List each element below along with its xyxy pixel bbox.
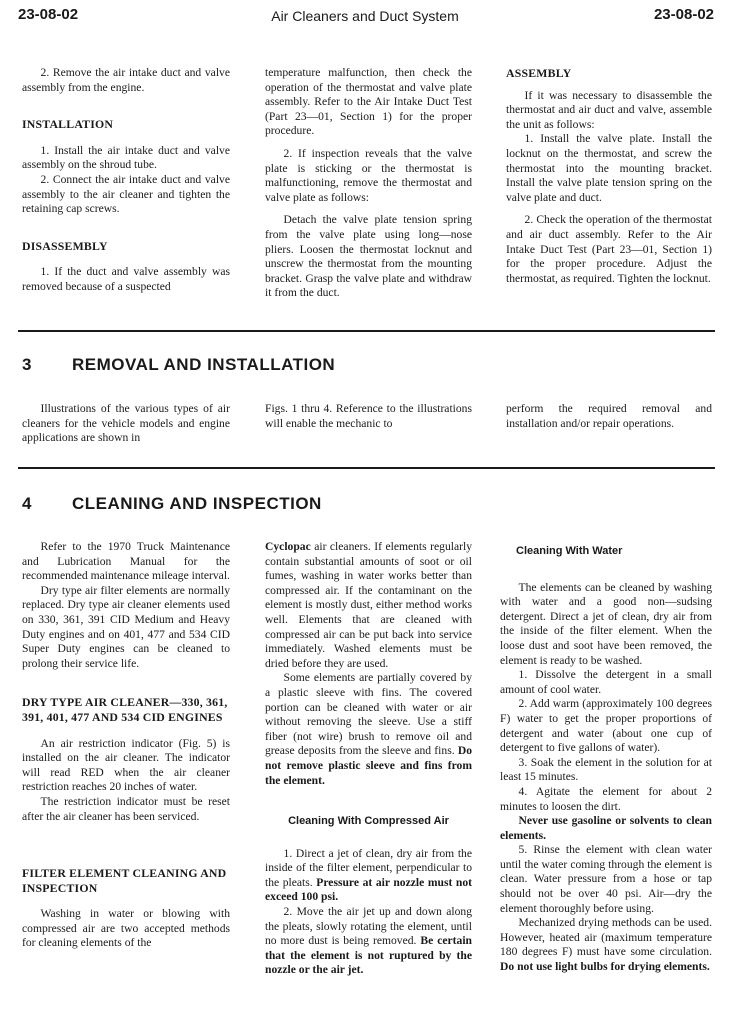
running-title: Air Cleaners and Duct System	[271, 8, 459, 24]
paragraph: 2. Check the operation of the thermostat and air duct assembly. Refer to the Air Intake Duct Test (Part 23—01, Section 1) for the proper procedure. Adjust the thermostat, as required. Tighten the locknut.	[506, 213, 712, 285]
section-number: 3	[22, 355, 32, 374]
paragraph: Detach the valve plate tension spring from the valve plate using long—nose pliers. Loosen the thermostat locknut and unscrew the thermostat from the mounting bracket. Grasp the valve plate and withdraw it from the duct.	[265, 213, 472, 300]
heading-installation: INSTALLATION	[22, 117, 114, 132]
section4-column-1	[22, 540, 230, 951]
paragraph: 1. Install the air intake duct and valve assembly on the shroud tube.	[22, 143, 230, 172]
paragraph: 5. Rinse the element with clean water until the water coming through the element is clean. Water pressure from a hose or tap should not be over 40 psi. Air—dry the element thoroughly before using.	[500, 843, 712, 915]
heading-disassembly: DISASSEMBLY	[22, 238, 108, 253]
caution-text: Never use gasoline or solvents to clean elements.	[500, 814, 712, 842]
section-title: REMOVAL AND INSTALLATION	[72, 355, 336, 374]
paragraph: 4. Agitate the element for about 2 minutes to loosen the dirt.	[500, 784, 712, 813]
paragraph: 1. Direct a jet of clean, dry air from the inside of the filter element, perpendicular to the pleats. Pressure at air nozzle must not exceed 100 psi.	[265, 846, 473, 904]
caution-text: Do not remove plastic sleeve and fins from the element.	[265, 744, 472, 787]
paragraph: Cyclopac air cleaners. If elements regularly contain substantial amounts of soot or oil fumes, washing in water works better than compressed air. If the contaminant on the element is mostly dust, either method works well. Elements that are cleaned with compressed air can be put back into service immediately. Washed elements must be dried before they are used.	[265, 540, 472, 670]
heading-compressed-air: Cleaning With Compressed Air	[288, 815, 449, 828]
paragraph: 2. Move the air jet up and down along the pleats, slowly rotating the element, until no more dust is being removed. Be certain that the element is not ruptured by the nozzle or the air jet.	[265, 905, 472, 977]
paragraph: 2. If inspection reveals that the valve plate is sticking or the thermostat is malfunctioning, remove the thermostat and valve plate as follows:	[265, 146, 472, 204]
paragraph: 2. Connect the air intake duct and valve assembly to the air cleaner and tighten the retaining cap screws.	[22, 172, 230, 216]
section-title: CLEANING AND INSPECTION	[72, 494, 322, 513]
paragraph: The restriction indicator must be reset after the air cleaner has been serviced.	[22, 794, 230, 823]
paragraph: 1. Dissolve the detergent in a small amount of cool water.	[500, 668, 712, 696]
caution-text: Be certain that the element is not ruptured by the nozzle or the air jet.	[265, 934, 472, 977]
paragraph: The elements can be cleaned by washing with water and a good non—sudsing detergent. Direct a jet of clean, dry air from the inside of the filter element. When the loose dust and soot have been removed, the element is ready to be washed.	[500, 580, 712, 667]
paragraph: 1. If the duct and valve assembly was removed because of a suspected	[22, 265, 230, 293]
paragraph: Dry type air filter elements are normally replaced. Dry type air cleaner elements used on 330, 361, 391 CID Medium and Heavy Duty engines and on 401, 477 and 534 CID Super Duty engines can be cleaned to prolong their service life.	[22, 583, 230, 670]
brand-term: Cyclopac	[265, 540, 311, 553]
section4-column-3	[500, 540, 712, 975]
caution-text: Do not use light bulbs for drying elements.	[500, 960, 710, 974]
paragraph: 1. Install the valve plate. Install the locknut on the thermostat, and screw the thermostat into the mounting bracket. Install the valve plate tension spring on the valve plate and duct.	[506, 132, 712, 204]
top-column-2	[265, 66, 472, 301]
divider	[18, 330, 715, 332]
page-number-right: 23-08-02	[653, 6, 714, 23]
heading-assembly: ASSEMBLY	[506, 66, 572, 80]
top-column-3	[506, 66, 712, 286]
paragraph: Some elements are partially covered by a plastic sleeve with fins. The covered portion can be cleaned with water or air without removing the sleeve. Use a stiff fiber (not wire) brush to remove oil and grease deposits from the sleeve and fins. Do not remove plastic sleeve and fins from the element.	[265, 671, 472, 787]
top-column-1	[22, 66, 230, 295]
paragraph: If it was necessary to disassemble the thermostat and air duct and valve, assemble the unit as follows:	[506, 88, 712, 131]
paragraph: 2. Remove the air intake duct and valve assembly from the engine.	[22, 66, 230, 94]
paragraph: Figs. 1 thru 4. Reference to the illustrations will enable the mechanic to	[265, 402, 472, 430]
paragraph: temperature malfunction, then check the operation of the thermostat and valve plate assembly. Refer to the Air Intake Duct Test (Part 23—01, Section 1) for the proper procedure.	[265, 66, 472, 138]
caution-text: Pressure at air nozzle must not exceed 100 psi.	[265, 875, 473, 904]
paragraph: perform the required removal and installation and/or repair operations.	[506, 402, 712, 430]
section3-column-3	[506, 402, 712, 431]
heading-filter-element: FILTER ELEMENT CLEANING AND INSPECTION	[22, 866, 227, 895]
divider	[18, 467, 715, 469]
section3-column-1	[22, 402, 230, 446]
heading-water: Cleaning With Water	[516, 545, 623, 557]
paragraph: Washing in water or blowing with compressed air are two accepted methods for cleaning elements of the	[22, 907, 230, 950]
paragraph: Refer to the 1970 Truck Maintenance and Lubrication Manual for the recommended maintenance mileage interval.	[22, 540, 230, 583]
heading-dry-type: DRY TYPE AIR CLEANER—330, 361, 391, 401, 477 AND 534 CID ENGINES	[22, 695, 228, 724]
paragraph: Mechanized drying methods can be used. However, heated air (maximum temperature 180 degrees F) must have some circulation. Do not use light bulbs for drying elements.	[500, 916, 712, 974]
paragraph: 2. Add warm (approximately 100 degrees F) water to get the proper proportions of detergent and water (about one cup of detergent to five gallons of water).	[500, 697, 712, 755]
paragraph: An air restriction indicator (Fig. 5) is installed on the air cleaner. The indicator will read RED when the air cleaner restriction reaches 20 inches of water.	[22, 736, 230, 794]
paragraph: 3. Soak the element in the solution for at least 15 minutes.	[500, 755, 712, 784]
page-number-left: 23-08-02	[18, 6, 79, 23]
paragraph: Illustrations of the various types of air cleaners for the vehicle models and engine applications are shown in	[22, 402, 230, 445]
section3-column-2	[265, 402, 472, 431]
section-number: 4	[22, 494, 32, 513]
section4-column-2	[265, 540, 472, 978]
